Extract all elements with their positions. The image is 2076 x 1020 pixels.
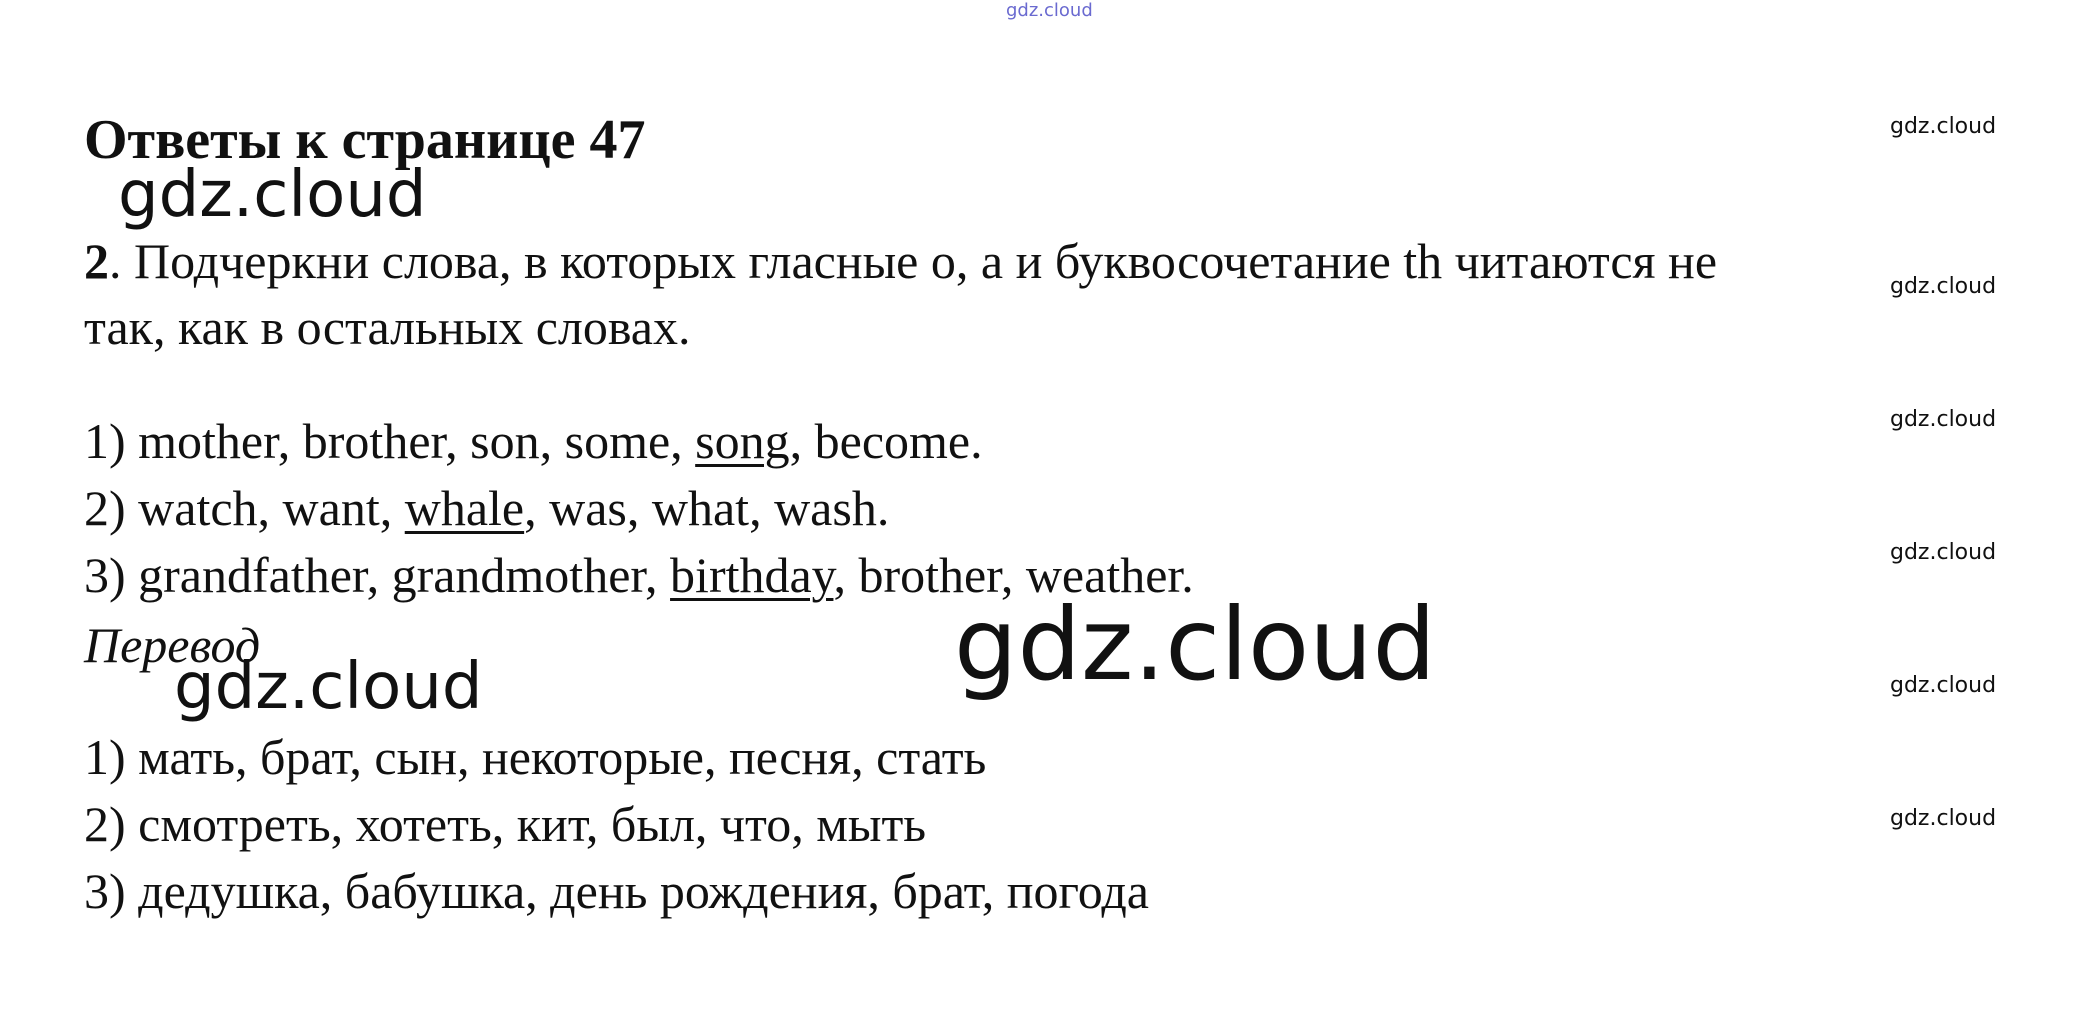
translation-line-2: 2) смотреть, хотеть, кит, был, что, мыть xyxy=(84,796,927,852)
underlined-word: birthday xyxy=(670,547,834,603)
watermark-large-3: gdz.cloud xyxy=(954,586,1437,703)
answer-text: 3) grandfather, grandmother, xyxy=(84,547,671,603)
answer-line-2 xyxy=(84,475,889,541)
task-number: 2 xyxy=(84,233,109,289)
task-text-line1: . Подчеркни слова, в которых гласные o, a и буквосочетание th читаются не xyxy=(109,233,1718,289)
translation-line-3: 3) дедушка, бабушка, день рождения, брат, погода xyxy=(84,863,1149,919)
answer-text: , was, what, wash. xyxy=(524,480,890,536)
watermark-side-6: gdz.cloud xyxy=(1890,806,1997,831)
watermark-large-2: gdz.cloud xyxy=(174,650,483,724)
watermark-side-2: gdz.cloud xyxy=(1890,274,1997,299)
task-text-line2: так, как в остальных словах. xyxy=(84,299,691,355)
watermark-side-1: gdz.cloud xyxy=(1890,114,1997,139)
answer-text: , become. xyxy=(789,413,983,469)
answer-text: 2) watch, want, xyxy=(84,480,405,536)
translation-heading: Перевод xyxy=(84,617,261,673)
watermark-side-5: gdz.cloud xyxy=(1890,673,1997,698)
task-statement xyxy=(84,228,1717,294)
watermark-large-1: gdz.cloud xyxy=(118,158,427,232)
underlined-word: song xyxy=(695,413,790,469)
translation-line-1: 1) мать, брат, сын, некоторые, песня, стать xyxy=(84,729,987,785)
watermark-side-4: gdz.cloud xyxy=(1890,540,1997,565)
page-title: Ответы к странице 47 xyxy=(84,109,646,171)
watermark-top[interactable]: gdz.cloud xyxy=(1006,0,1093,21)
answer-text: 1) mother, brother, son, some, xyxy=(84,413,696,469)
answer-text: , brother, weather. xyxy=(833,547,1194,603)
answer-line-1 xyxy=(84,408,983,474)
underlined-word: whale xyxy=(404,480,525,536)
watermark-side-3: gdz.cloud xyxy=(1890,407,1997,432)
